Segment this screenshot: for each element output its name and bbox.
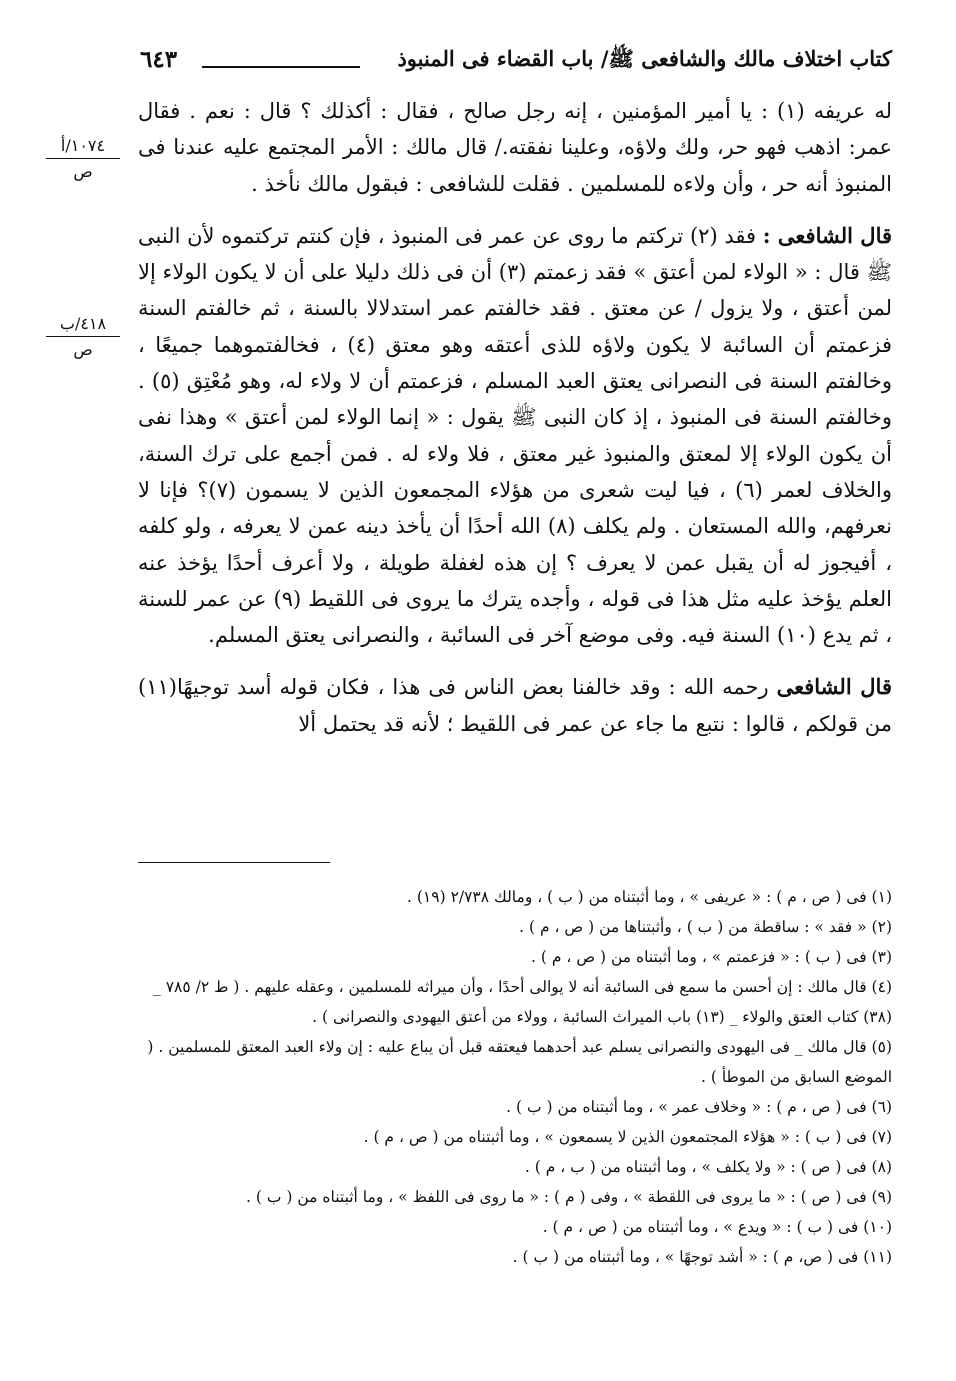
- footnote-11: (١١) فى ( ص، م ) : « أشد توجهًا » ، وما أثبتناه من ( ب ) .: [512, 1248, 892, 1266]
- footnote-2: (٢) « فقد » : ساقطة من ( ب ) ، وأثبتناها من ( ص ، م ) .: [519, 918, 892, 936]
- footnote-6: (٦) فى ( ص ، م ) : « وخلاف عمر » ، وما أثبتناه من ( ب ) .: [506, 1098, 892, 1116]
- footnote-4: (٤) قال مالك : إن أحسن ما سمع فى السائبة أنه لا يوالى أحدًا ، وأن ميراثه للمسلمين ، وعقله عليهم . ( ط ٢/ ٧٨٥ _ (٣٨) كتاب العتق والولاء _ (١٣) باب الميراث السائبة ، وولاء من أعتق اليهودى والنصرانى ) .: [153, 978, 892, 1026]
- paragraph-1: [138, 93, 892, 202]
- footnote-separator: [138, 862, 330, 863]
- footnote-5: (٥) قال مالك _ فى اليهودى والنصرانى يسلم عبد أحدهما فيعتقه قبل أن يباع عليه : إن ولاء العبد المعتق للمسلمين . ( الموضع السابق من الموطأ ) .: [147, 1038, 892, 1086]
- footnote-10: (١٠) فى ( ب ) : « ويدع » ، وما أثبتناه من ( ص ، م ) .: [542, 1218, 892, 1236]
- header-rule: [202, 66, 360, 68]
- margin-note-ms: ص: [73, 162, 93, 181]
- margin-note-ms: ص: [73, 340, 93, 359]
- margin-note-ref: ٤١٨/ب: [59, 314, 107, 333]
- margin-note-2: [42, 314, 124, 360]
- footnote-7: (٧) فى ( ب ) : « هؤلاء المجتمعون الذين لا يسمعون » ، وما أثبتناه من ( ص ، م ) .: [363, 1128, 892, 1146]
- margin-note-1: [42, 136, 124, 182]
- paragraph-text: رحمه الله : وقد خالفنا بعض الناس فى هذا ، فكان قوله أسد توجيهًا(١١) من قولكم ، قالوا : نتبع ما جاء عن عمر فى اللقيط ؛ لأنه قد يحتمل ألا: [138, 675, 892, 736]
- footnotes: [120, 882, 892, 1272]
- main-text: [138, 93, 892, 742]
- footnote-1: (١) فى ( ص ، م ) : « عريفى » ، وما أثبتناه من ( ب ) ، ومالك ٢/٧٣٨ (١٩) .: [407, 888, 892, 906]
- speaker-label: قال الشافعى :: [762, 222, 893, 248]
- margin-note-ref: ١٠٧٤/أ: [60, 136, 106, 155]
- footnote-8: (٨) فى ( ص ) : « ولا يكلف » ، وما أثبتناه من ( ب ، م ) .: [524, 1158, 892, 1176]
- page-number: ٦٤٣: [140, 46, 178, 73]
- running-header: [140, 46, 892, 86]
- footnote-9: (٩) فى ( ص ) : « ما يروى فى اللقطة » ، وفى ( م ) : « ما روى فى اللفظ » ، وما أثبتناه من ( ب ) .: [246, 1188, 892, 1206]
- paragraph-text: له عريفه (١) : يا أمير المؤمنين ، إنه رجل صالح ، فقال : أكذلك ؟ قال : نعم . فقال عمر: اذهب فهو حر، ولك ولاؤه، وعلينا نفقته./ قال مالك : الأمر المجتمع عليه عندنا فى المنبوذ أنه حر ، وأن ولاءه للمسلمين . فقلت للشافعى : فبقول مالك نأخذ .: [138, 99, 892, 196]
- margin-note-rule: [46, 158, 120, 159]
- header-title: كتاب اختلاف مالك والشافعى ﷺ/ باب القضاء فى المنبوذ: [397, 46, 892, 71]
- speaker-label: قال الشافعى: [776, 674, 892, 700]
- margin-note-rule: [46, 336, 120, 337]
- paragraph-3: [138, 669, 892, 742]
- footnote-3: (٣) فى ( ب ) : « فزعمتم » ، وما أثبتناه من ( ص ، م ) .: [531, 948, 892, 966]
- paragraph-text: فقد (٢) تركتم ما روى عن عمر فى المنبوذ ، فإن كنتم تركتموه لأن النبى ﷺ قال : « الولاء لمن أعتق » فقد زعمتم (٣) أن فى ذلك دليلا على أن لا يكون الولاء إلا لمن أعتق ، ولا يزول / عن معتق . فقد خالفتم عمر استدلالا بالسنة ، ثم خالفتم السنة فزعمتم أن السائبة لا يكون ولاؤه للذى أعتقه وهو معتق (٤) ، فخالفتموهما جميعًا ، وخالفتم السنة فى النصرانى يعتق العبد المسلم ، فزعمتم أن لا ولاء له، وهو مُعْتِق (٥) . وخالفتم السنة فى المنبوذ ، إذ كان النبى ﷺ يقول : « إنما الولاء لمن أعتق » وهذا نفى أن يكون الولاء إلا لمعتق والمنبوذ غير معتق ، فلا ولاء له . فمن أجمع على ترك السنة، والخلاف لعمر (٦) ، فيا ليت شعرى من هؤلاء المجمعون الذين لا يسمون (٧)؟ فإنا لا نعرفهم، والله المستعان . ولم يكلف (٨) الله أحدًا أن يأخذ دينه عمن لا يعرفه ، ولو كلفه ، أفيجوز له أن يقبل عمن لا يعرف ؟ إن هذه لغفلة طويلة ، ولا أعرف أحدًا يؤخذ عنه العلم يؤخذ عليه مثل هذا فى قوله ، وأجده يترك ما يروى فى اللقيط (٩) عن عمر للسنة ، ثم يدع (١٠) السنة فيه. وفى موضع آخر فى السائبة ، والنصرانى يعتق المسلم.: [138, 223, 893, 648]
- paragraph-2: [138, 218, 892, 654]
